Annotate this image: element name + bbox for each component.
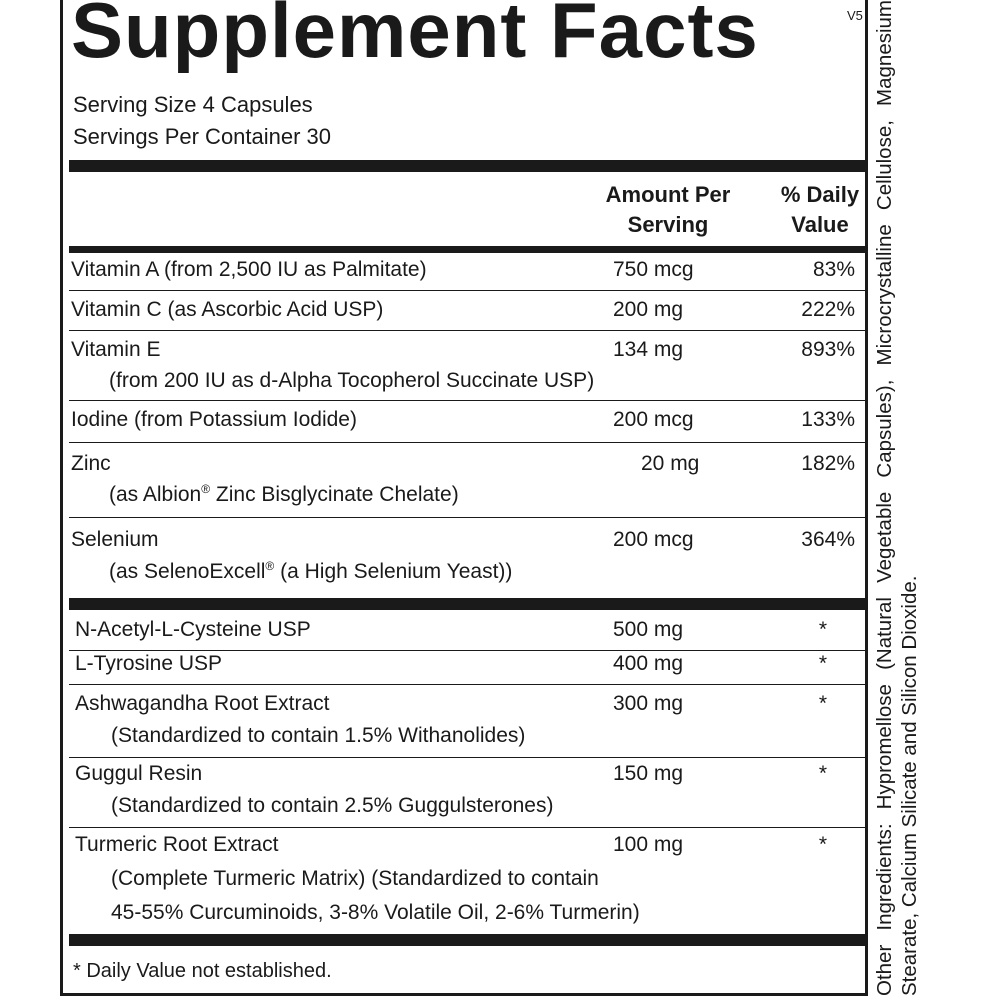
ingredient-standardization: (Standardized to contain 1.5% Withanolides) — [111, 724, 526, 747]
nutrient-amount: 200 mcg — [613, 408, 694, 431]
row-divider — [69, 684, 865, 685]
header-divider — [69, 246, 865, 253]
ingredient-standardization: (Standardized to contain 2.5% Guggulsterones) — [111, 794, 554, 817]
supplement-facts-panel — [60, 0, 868, 996]
nutrient-name: Zinc — [71, 452, 111, 475]
ingredient-standardization-continued: 45-55% Curcuminoids, 3-8% Volatile Oil, 2-6% Turmerin) — [111, 901, 640, 924]
thick-divider-top — [69, 160, 865, 172]
nutrient-dv: 83% — [812, 258, 855, 281]
ingredient-amount: 400 mg — [613, 652, 684, 675]
registered-mark: ® — [265, 559, 275, 573]
nutrient-amount: 134 mg — [613, 338, 684, 361]
row-divider — [69, 650, 865, 651]
row-divider — [69, 330, 865, 331]
nutrient-name: Iodine (from Potassium Iodide) — [71, 408, 357, 431]
row-divider — [69, 827, 865, 828]
version-code: V5 — [847, 8, 863, 23]
servings-per-container: Servings Per Container 30 — [73, 124, 332, 149]
nutrient-dv: 222% — [801, 298, 855, 321]
nutrient-amount: 200 mg — [613, 298, 684, 321]
ingredient-amount: 500 mg — [613, 618, 684, 641]
row-divider — [69, 290, 865, 291]
ingredient-name: N-Acetyl-L-Cysteine USP — [75, 618, 311, 641]
dv-not-established-mark: * — [818, 618, 828, 641]
dv-not-established-mark: * — [818, 652, 828, 675]
row-divider — [69, 400, 865, 401]
nutrient-dv: 364% — [801, 528, 855, 551]
dv-not-established-mark: * — [818, 833, 828, 856]
registered-mark: ® — [201, 482, 211, 496]
thick-divider-bottom — [69, 934, 865, 946]
nutrient-dv: 133% — [801, 408, 855, 431]
other-ingredients-text: Other Ingredients: Hypromellose (Natural Vegetable Capsules), Microcrystalline Cellulose, Magnesium Stearate, Calcium Silicate and Silicon Dioxide. — [873, 0, 921, 996]
ingredient-amount: 300 mg — [613, 692, 684, 715]
nutrient-name: Vitamin A (from 2,500 IU as Palmitate) — [71, 258, 427, 281]
ingredient-amount: 150 mg — [613, 762, 684, 785]
serving-size: Serving Size 4 Capsules — [73, 92, 313, 117]
ingredient-name: Ashwagandha Root Extract — [75, 692, 330, 715]
daily-value-header: % Daily Value — [780, 182, 860, 237]
ingredient-standardization: (Complete Turmeric Matrix) (Standardized to contain — [111, 867, 599, 890]
ingredient-name: Guggul Resin — [75, 762, 203, 785]
row-divider — [69, 517, 865, 518]
dv-not-established-mark: * — [818, 762, 828, 785]
dv-not-established-mark: * — [818, 692, 828, 715]
nutrient-name: Vitamin E — [71, 338, 161, 361]
panel-title: Supplement Facts — [71, 0, 759, 74]
nutrient-amount: 200 mcg — [613, 528, 694, 551]
nutrient-source: (from 200 IU as d-Alpha Tocopherol Succinate USP) — [109, 369, 595, 392]
nutrient-dv: 182% — [801, 452, 855, 475]
row-divider — [69, 757, 865, 758]
nutrient-source: (as Albion® Zinc Bisglycinate Chelate) — [109, 482, 459, 506]
thick-divider-middle — [69, 598, 865, 610]
amount-per-serving-header: Amount Per Serving — [605, 182, 731, 237]
ingredient-amount: 100 mg — [613, 833, 684, 856]
ingredient-name: L-Tyrosine USP — [75, 652, 223, 675]
nutrient-amount: 20 mg — [641, 452, 700, 475]
nutrient-amount: 750 mcg — [613, 258, 694, 281]
ingredient-name: Turmeric Root Extract — [75, 833, 279, 856]
daily-value-footnote: * Daily Value not established. — [73, 960, 332, 982]
nutrient-dv: 893% — [801, 338, 855, 361]
row-divider — [69, 442, 865, 443]
nutrient-name: Selenium — [71, 528, 159, 551]
nutrient-name: Vitamin C (as Ascorbic Acid USP) — [71, 298, 384, 321]
nutrient-source: (as SelenoExcell® (a High Selenium Yeast)) — [109, 559, 513, 583]
